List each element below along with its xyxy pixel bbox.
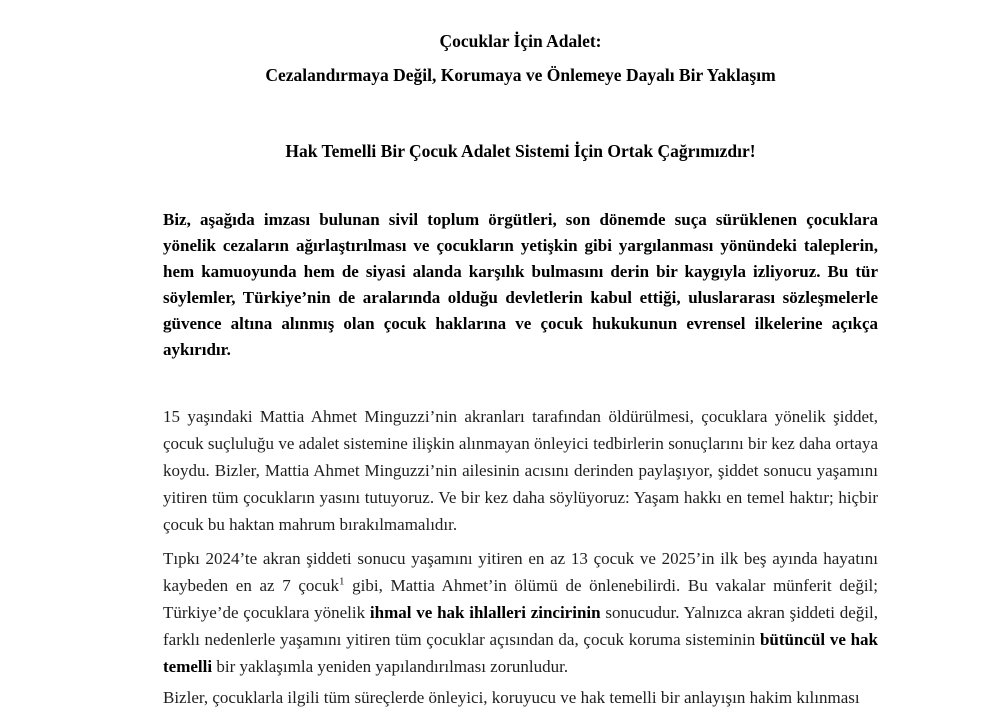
document-page xyxy=(163,0,878,711)
paragraph-statistics-segment-2: gibi, Mattia Ahmet’in ölümü de önlenebilirdi. Bu vakalar münferit değil; Türkiye’de çocuklara yönelik xyxy=(163,576,878,622)
paragraph-statistics-segment-3: sonucudur. Yalnızca akran şiddeti değil, farklı nedenlerle yaşamını yitiren tüm çocuklar açısından da, çocuk koruma sisteminin xyxy=(163,603,879,649)
footnote-reference-1: 1 xyxy=(338,575,345,588)
paragraph-statistics xyxy=(163,545,878,680)
document-title-line-2: Cezalandırmaya Değil, Korumaya ve Önlemeye Dayalı Bir Yaklaşım xyxy=(265,65,776,85)
clipped-next-paragraph: Bizler, çocuklarla ilgili tüm süreçlerde önleyici, koruyucu ve hak temelli bir anlayışın hakim kılınması xyxy=(163,688,860,707)
document-title-line-1: Çocuklar İçin Adalet: xyxy=(439,31,602,51)
emphasis-holistic-rights-based: bütüncül ve hak temelli xyxy=(163,630,878,676)
paragraph-minguzzi: 15 yaşındaki Mattia Ahmet Minguzzi’nin akranları tarafından öldürülmesi, çocuklara yönelik şiddet, çocuk suçluluğu ve adalet sistemine ilişkin alınmayan önleyici tedbirlerin sonuçlarını bir kez daha ortaya koydu. Bizler, Mattia Ahmet Minguzzi’nin ailesinin acısını derinden paylaşıyor, şiddet sonucu yaşamını yitiren tüm çocukların yasını tutuyoruz. Ve bir kez daha söylüyoruz: Yaşam hakkı en temel haktır; hiçbir çocuk bu haktan mahrum bırakılmamalıdır. xyxy=(163,407,878,534)
paragraph-statistics-segment-1: Tıpkı 2024’te akran şiddeti sonucu yaşamını yitiren en az 13 çocuk ve 2025’in ilk beş ayında hayatını kaybeden en az 7 çocuk xyxy=(163,549,878,595)
emphasis-neglect-chain: ihmal ve hak ihlalleri zincirinin xyxy=(369,603,601,622)
paragraph-statistics-segment-4: bir yaklaşımla yeniden yapılandırılması zorunludur. xyxy=(212,657,569,676)
intro-bold-paragraph: Biz, aşağıda imzası bulunan sivil toplum örgütleri, son dönemde suça sürüklenen çocuklara yönelik cezaların ağırlaştırılması ve çocukların yetişkin gibi yargılanması yönündeki taleplerin, hem kamuoyunda hem de siyasi alanda karşılık bulmasını derin bir kaygıyla izliyoruz. Bu tür söylemler, Türkiye’nin de aralarında olduğu devletlerin kabul ettiği, uluslararası sözleşmelerle güvence altına alınmış olan çocuk haklarına ve çocuk hukukunun evrensel ilkelerine açıkça aykırıdır. xyxy=(163,210,878,359)
document-subtitle: Hak Temelli Bir Çocuk Adalet Sistemi İçin Ortak Çağrımızdır! xyxy=(285,141,756,161)
